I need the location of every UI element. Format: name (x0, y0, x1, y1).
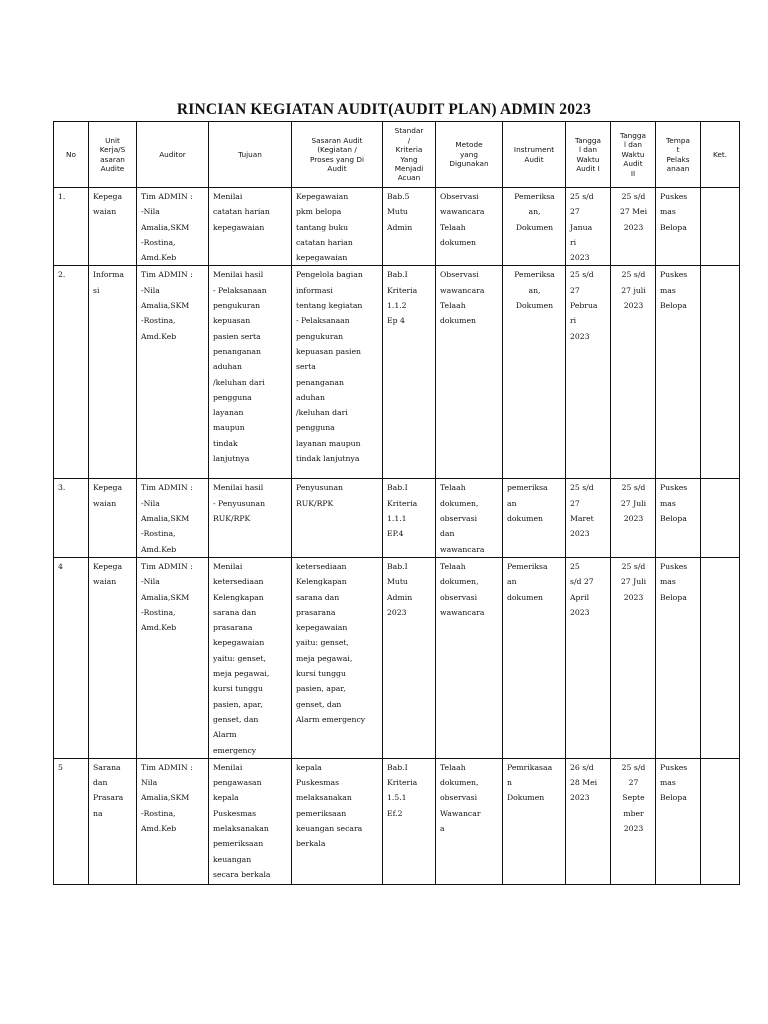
cell-auditor: Tim ADMIN : Nila Amalia,SKM -Rostina, Amd.Keb (137, 758, 209, 884)
cell-tanggal-1: 25 s/d 27 Janua ri 2023 (566, 188, 611, 266)
cell-unit: Kepega waian (89, 188, 137, 266)
header-standar: Standar / Kriteria Yang Menjadi Acuan (383, 122, 436, 188)
cell-tanggal-1: 25 s/d 27 Pebrua ri 2023 (566, 266, 611, 479)
cell-no: 1. (54, 188, 89, 266)
cell-ket (701, 557, 740, 758)
cell-sasaran: ketersediaan Kelengkapan sarana dan prasarana kepegawaian yaitu: genset, meja pegawai, kursi tunggu pasien, apar, genset, dan Alarm emergency (292, 557, 383, 758)
cell-unit: Informa si (89, 266, 137, 479)
cell-sasaran: Penyusunan RUK/RPK (292, 479, 383, 557)
cell-metode: Telaah dokumen, observasi wawancara (436, 557, 503, 758)
cell-tanggal-2: 25 s/d 27 Juli 2023 (611, 557, 656, 758)
cell-instrumen: Pemeriksa an dokumen (503, 557, 566, 758)
cell-tempat: Puskes mas Belopa (656, 557, 701, 758)
cell-no: 5 (54, 758, 89, 884)
cell-instrumen: Pemeriksa an, Dokumen (503, 188, 566, 266)
table-row (54, 188, 740, 266)
cell-ket (701, 479, 740, 557)
cell-standar: Bab.I Kriteria 1.5.1 Ef.2 (383, 758, 436, 884)
cell-tanggal-2: 25 s/d 27 Septe mber 2023 (611, 758, 656, 884)
cell-no: 2. (54, 266, 89, 479)
table-row (54, 266, 740, 479)
cell-auditor: Tim ADMIN : -Nila Amalia,SKM -Rostina, Amd.Keb (137, 188, 209, 266)
cell-tanggal-1: 25 s/d 27 Maret 2023 (566, 479, 611, 557)
cell-instrumen: pemeriksa an dokumen (503, 479, 566, 557)
cell-metode: Telaah dokumen, observasi dan wawancara (436, 479, 503, 557)
header-tanggal-audit-2: Tangga l dan Waktu Audit II (611, 122, 656, 188)
cell-tanggal-2: 25 s/d 27 juli 2023 (611, 266, 656, 479)
cell-tempat: Puskes mas Belopa (656, 758, 701, 884)
header-sasaran-audit: Sasaran Audit (Kegiatan / Proses yang Di Audit (292, 122, 383, 188)
table-row (54, 758, 740, 884)
cell-auditor: Tim ADMIN : -Nila Amalia,SKM -Rostina, Amd.Keb (137, 266, 209, 479)
cell-tujuan: Menilai hasil - Penyusunan RUK/RPK (209, 479, 292, 557)
page-title: RINCIAN KEGIATAN AUDIT(AUDIT PLAN) ADMIN 2023 (176, 101, 592, 118)
header-instrument: Instrument Audit (503, 122, 566, 188)
cell-tanggal-2: 25 s/d 27 Juli 2023 (611, 479, 656, 557)
cell-standar: Bab.5 Mutu Admin (383, 188, 436, 266)
cell-tempat: Puskes mas Belopa (656, 266, 701, 479)
header-tanggal-audit-1: Tangga l dan Waktu Audit I (566, 122, 611, 188)
table-row (54, 479, 740, 557)
header-tujuan: Tujuan (209, 122, 292, 188)
header-no: No (54, 122, 89, 188)
cell-auditor: Tim ADMIN : -Nila Amalia,SKM -Rostina, Amd.Keb (137, 479, 209, 557)
cell-ket (701, 266, 740, 479)
cell-metode: Observasi wawancara Telaah dokumen (436, 188, 503, 266)
header-tempat: Tempa t Pelaks anaan (656, 122, 701, 188)
cell-sasaran: Kepegawaian pkm belopa tantang buku catatan harian kepegawaian (292, 188, 383, 266)
cell-standar: Bab.I Kriteria 1.1.2 Ep 4 (383, 266, 436, 479)
cell-unit: Kepega waian (89, 479, 137, 557)
cell-tempat: Puskes mas Belopa (656, 479, 701, 557)
cell-tujuan: Menilai catatan harian kepegawaian (209, 188, 292, 266)
table-row (54, 557, 740, 758)
cell-sasaran: Pengelola bagian informasi tentang kegiatan - Pelaksanaan pengukuran kepuasan pasien serta penanganan aduhan /keluhan dari pengguna layanan maupun tindak lanjutnya (292, 266, 383, 479)
header-unit-kerja: Unit Kerja/S asaran Audite (89, 122, 137, 188)
cell-standar: Bab.I Mutu Admin 2023 (383, 557, 436, 758)
cell-unit: Sarana dan Prasara na (89, 758, 137, 884)
cell-tujuan: Menilai pengawasan kepala Puskesmas melaksanakan pemeriksaan keuangan secara berkala (209, 758, 292, 884)
cell-instrumen: Pemrikasaa n Dokumen (503, 758, 566, 884)
header-metode: Metode yang Digunakan (436, 122, 503, 188)
cell-no: 3. (54, 479, 89, 557)
cell-unit: Kepega waian (89, 557, 137, 758)
cell-ket (701, 188, 740, 266)
cell-ket (701, 758, 740, 884)
cell-standar: Bab.I Kriteria 1.1.1 EP.4 (383, 479, 436, 557)
cell-instrumen: Pemeriksa an, Dokumen (503, 266, 566, 479)
header-ket: Ket. (701, 122, 740, 188)
cell-tanggal-2: 25 s/d 27 Mei 2023 (611, 188, 656, 266)
cell-tujuan: Menilai ketersediaan Kelengkapan sarana dan prasarana kepegawaian yaitu: genset, meja pegawai, kursi tunggu pasien, apar, genset, dan Alarm emergency (209, 557, 292, 758)
cell-auditor: Tim ADMIN : -Nila Amalia,SKM -Rostina, Amd.Keb (137, 557, 209, 758)
cell-no: 4 (54, 557, 89, 758)
cell-tanggal-1: 25 s/d 27 April 2023 (566, 557, 611, 758)
cell-sasaran: kepala Puskesmas melaksanakan pemeriksaan keuangan secara berkala (292, 758, 383, 884)
cell-tujuan: Menilai hasil - Pelaksanaan pengukuran kepuasan pasien serta penanganan aduhan /keluhan dari pengguna layanan maupun tindak lanjutnya (209, 266, 292, 479)
table-header-row (54, 122, 740, 188)
header-auditor: Auditor (137, 122, 209, 188)
cell-tanggal-1: 26 s/d 28 Mei 2023 (566, 758, 611, 884)
cell-metode: Observasi wawancara Telaah dokumen (436, 266, 503, 479)
cell-metode: Telaah dokumen, observasi Wawancar a (436, 758, 503, 884)
audit-plan-table (53, 121, 740, 885)
cell-tempat: Puskes mas Belopa (656, 188, 701, 266)
